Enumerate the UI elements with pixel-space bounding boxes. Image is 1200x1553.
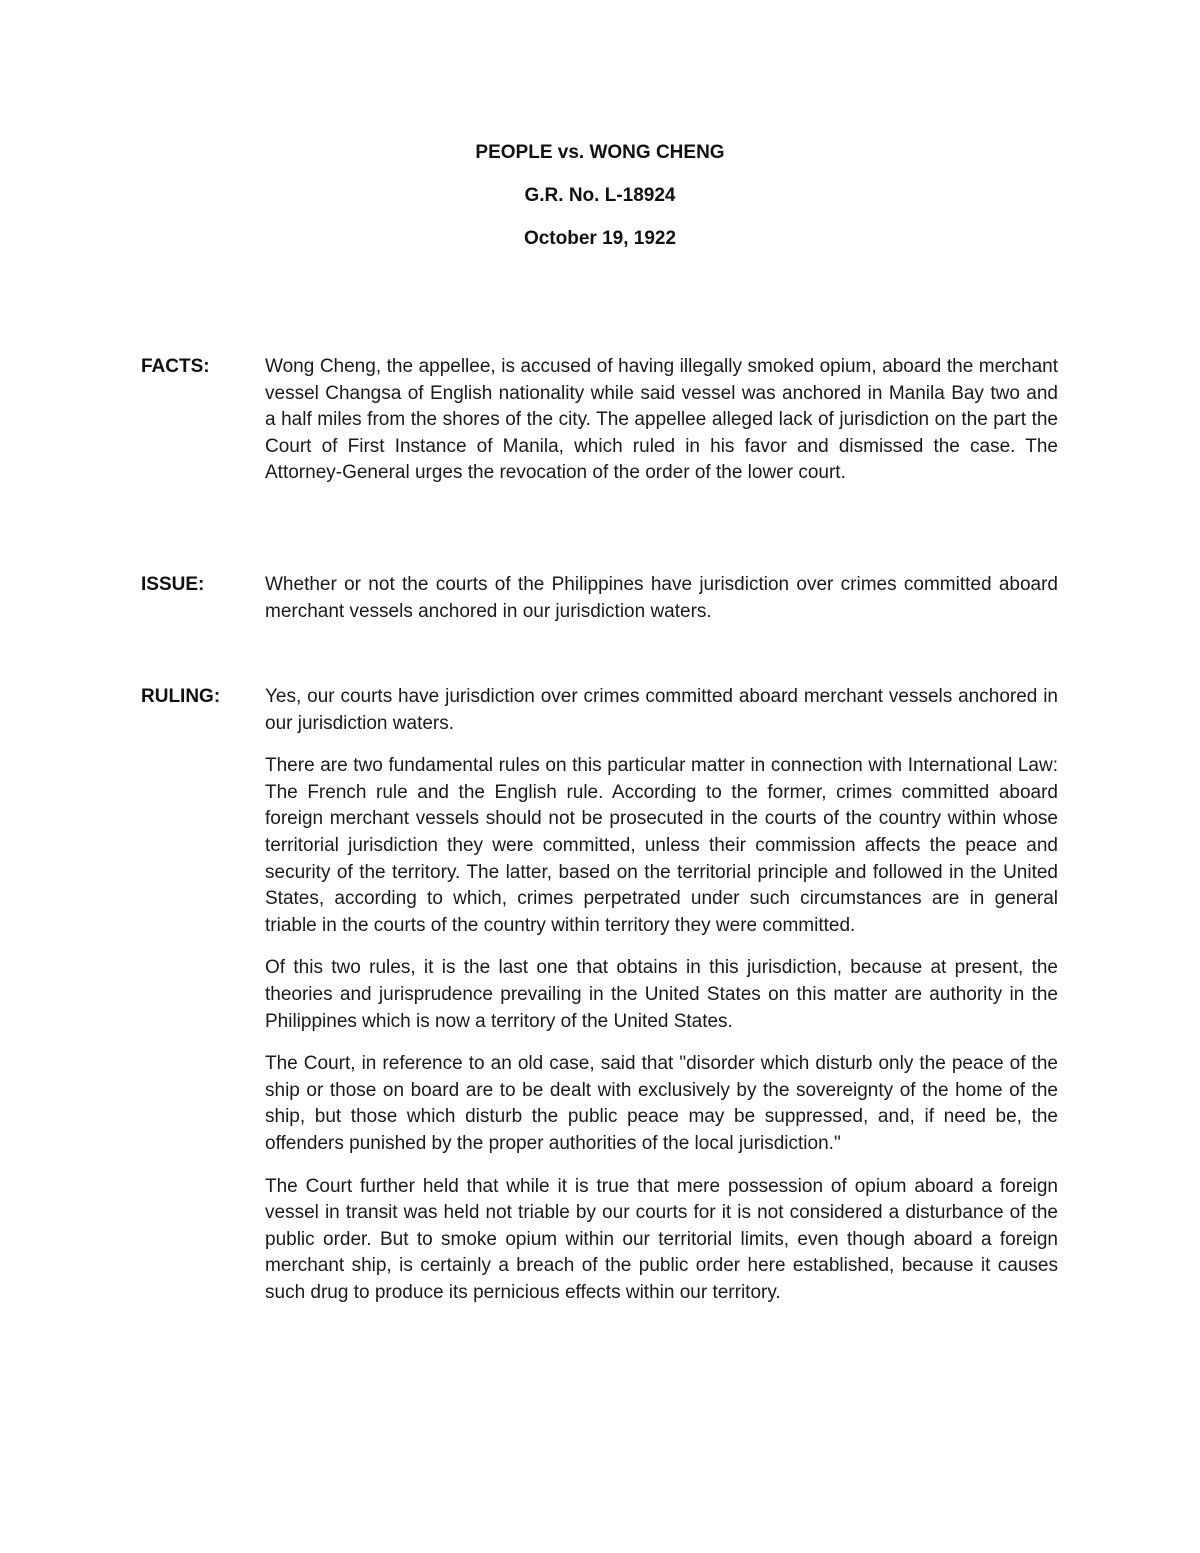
issue-body bbox=[265, 572, 1058, 641]
ruling-paragraph: Of this two rules, it is the last one that obtains in this jurisdiction, because at present, the theories and jurisprudence prevailing in the United States on this matter are authority in the Philippines which is now a territory of the United States. bbox=[265, 957, 1058, 1032]
issue-paragraph: Whether or not the courts of the Philippines have jurisdiction over crimes committed aboard merchant vessels anchored in our jurisdiction waters. bbox=[265, 574, 1058, 622]
case-number: G.R. No. L-18924 bbox=[524, 185, 676, 206]
issue-label: ISSUE: bbox=[141, 574, 205, 595]
ruling-paragraph: The Court further held that while it is true that mere possession of opium aboard a foreign vessel in transit was held not triable by our courts for it is not considered a disturbance of the public order. But to smoke opium within our territorial limits, even though aboard a foreign merchant ship, is certainly a breach of the public order here established, because it causes such drug to produce its pernicious effects within our territory. bbox=[265, 1175, 1058, 1303]
ruling-label: RULING: bbox=[141, 686, 221, 707]
ruling-body bbox=[265, 684, 1058, 1322]
case-date: October 19, 1922 bbox=[523, 228, 677, 249]
case-title: PEOPLE vs. WONG CHENG bbox=[475, 142, 725, 163]
ruling-paragraph: Yes, our courts have jurisdiction over crimes committed aboard merchant vessels anchored in our jurisdiction waters. bbox=[265, 686, 1058, 734]
ruling-paragraph: There are two fundamental rules on this particular matter in connection with International Law: The French rule and the English rule. According to the former, crimes committed aboard foreign merchant vessels should not be prosecuted in the courts of the country within whose territorial jurisdiction they were committed, unless their commission affects the peace and security of the territory. The latter, based on the territorial principle and followed in the United States, according to which, crimes perpetrated under such circumstances are in general triable in the courts of the country within territory they were committed. bbox=[265, 755, 1058, 936]
facts-label: FACTS: bbox=[141, 356, 210, 377]
facts-body bbox=[265, 354, 1058, 503]
ruling-paragraph: The Court, in reference to an old case, said that "disorder which disturb only the peace of the ship or those on board are to be dealt with exclusively by the sovereignty of the home of the ship, but those which disturb the public peace may be suppressed, and, if need be, the offenders punished by the proper authorities of the local jurisdiction." bbox=[265, 1053, 1058, 1154]
facts-paragraph: Wong Cheng, the appellee, is accused of having illegally smoked opium, aboard the merchant vessel Changsa of English nationality while said vessel was anchored in Manila Bay two and a half miles from the shores of the city. The appellee alleged lack of jurisdiction on the part the Court of First Instance of Manila, which ruled in his favor and dismissed the case. The Attorney-General urges the revocation of the order of the lower court. bbox=[265, 356, 1058, 484]
